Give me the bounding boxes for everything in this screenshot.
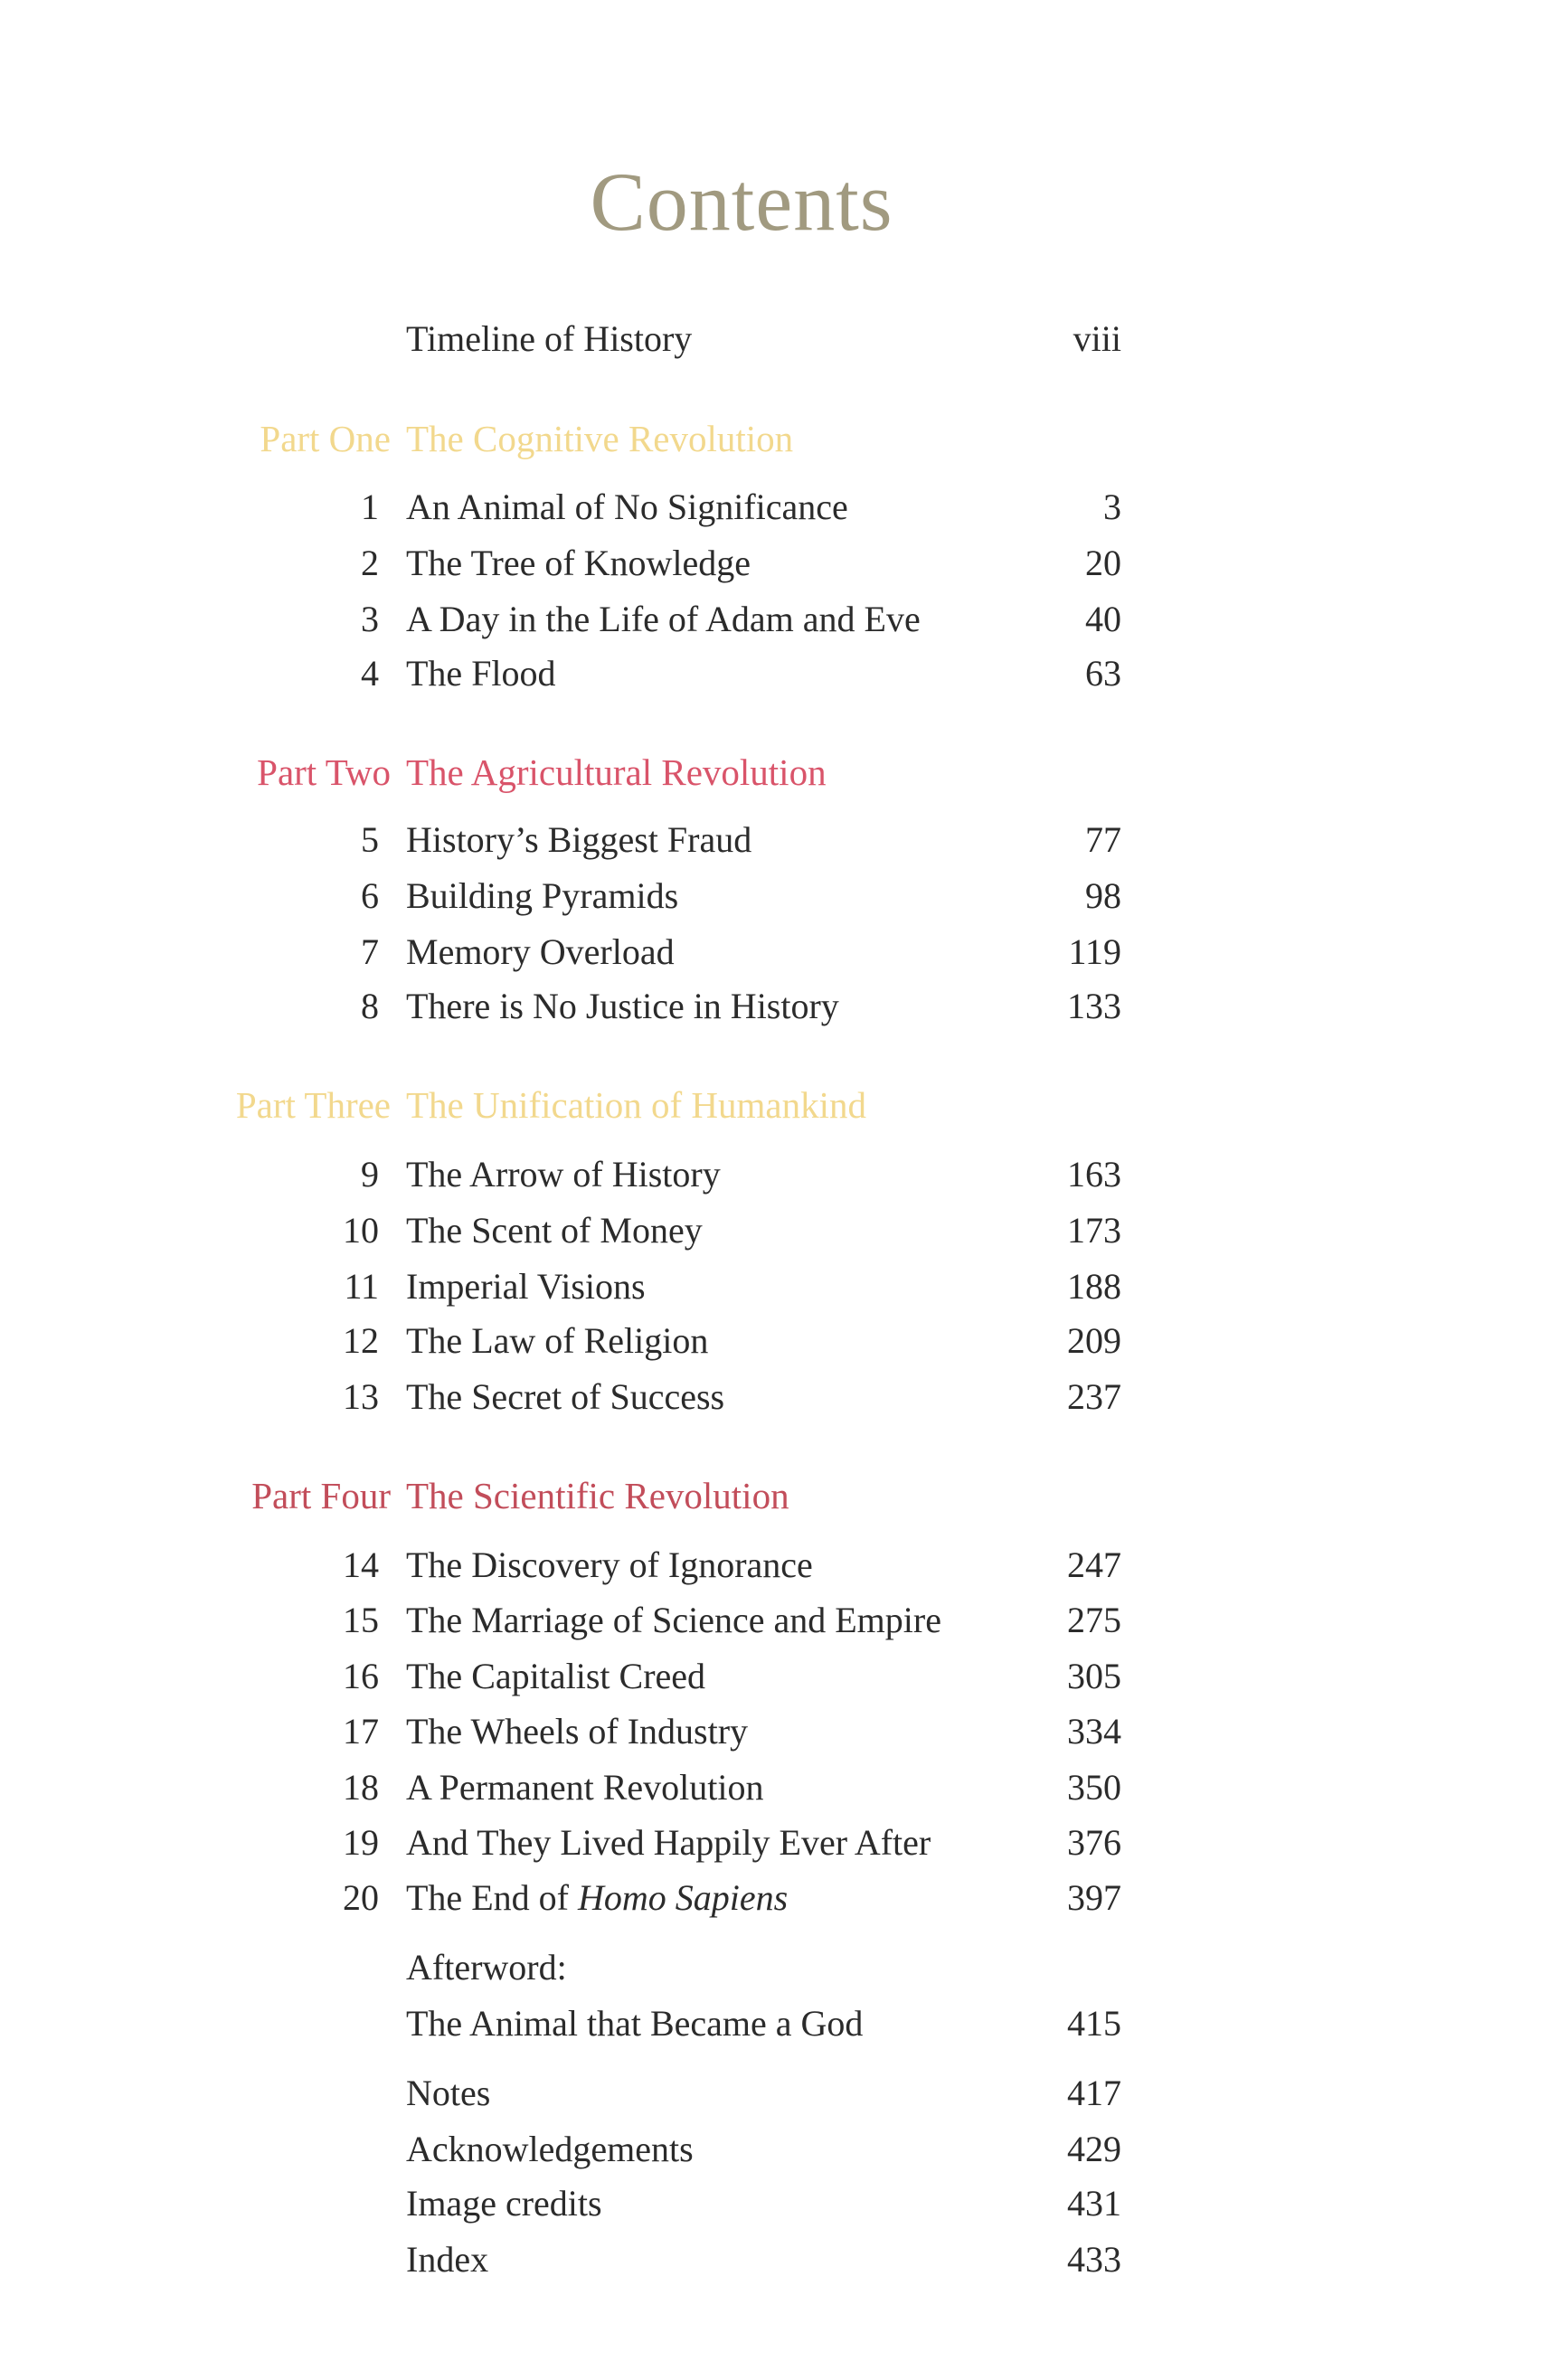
chapter-page: 119: [1068, 931, 1121, 972]
entry-page: viii: [1073, 318, 1121, 359]
toc-entry-index[interactable]: [0, 2237, 1550, 2282]
toc-entry-acknowledgements[interactable]: [0, 2127, 1550, 2172]
chapter-page: 376: [1067, 1822, 1121, 1863]
toc-entry[interactable]: [0, 1152, 1550, 1197]
toc-entry[interactable]: [0, 1318, 1550, 1364]
toc-entry[interactable]: [0, 1875, 1550, 1921]
toc-entry[interactable]: [0, 1598, 1550, 1643]
chapter-title: The Law of Religion: [406, 1320, 709, 1361]
toc-entry-notes[interactable]: [0, 2071, 1550, 2116]
toc-entry[interactable]: [0, 541, 1550, 586]
toc-entry[interactable]: [0, 1765, 1550, 1810]
chapter-title: The Secret of Success: [406, 1376, 725, 1417]
chapter-title: A Day in the Life of Adam and Eve: [406, 599, 921, 639]
chapter-number: 12: [343, 1320, 379, 1361]
chapter-title: The Tree of Knowledge: [406, 543, 751, 583]
entry-page: 417: [1067, 2073, 1121, 2113]
chapter-page: 209: [1067, 1320, 1121, 1361]
part-name: Part Three: [235, 1084, 391, 1126]
chapter-page: 188: [1067, 1266, 1121, 1307]
toc-entry[interactable]: [0, 485, 1550, 530]
chapter-page: 237: [1067, 1376, 1121, 1417]
toc-entry-image-credits[interactable]: [0, 2181, 1550, 2226]
chapter-page: 98: [1085, 875, 1121, 916]
chapter-number: 16: [343, 1656, 379, 1696]
entry-label: Afterword:: [406, 1947, 567, 1988]
afterword-heading: [0, 1945, 1550, 1990]
chapter-number: 5: [361, 819, 379, 860]
chapter-title: There is No Justice in History: [406, 986, 839, 1026]
chapter-number: 7: [361, 931, 379, 972]
toc-entry[interactable]: [0, 1264, 1550, 1309]
toc-entry[interactable]: [0, 1208, 1550, 1253]
chapter-title: [406, 1875, 788, 1921]
chapter-title: And They Lived Happily Ever After: [406, 1822, 931, 1863]
entry-page: 431: [1067, 2183, 1121, 2224]
chapter-number: 17: [343, 1711, 379, 1752]
entry-label: Acknowledgements: [406, 2129, 694, 2169]
chapter-title: The Flood: [406, 653, 556, 694]
chapter-page: 20: [1085, 543, 1121, 583]
chapter-page: 63: [1085, 653, 1121, 694]
chapter-number: 3: [361, 599, 379, 639]
part-name: Part Two: [257, 751, 391, 793]
chapter-number: 15: [343, 1600, 379, 1640]
part-title: The Scientific Revolution: [406, 1475, 789, 1516]
entry-label: The Animal that Became a God: [406, 2003, 864, 2044]
toc-entry[interactable]: [0, 1709, 1550, 1754]
toc-entry[interactable]: [0, 651, 1550, 696]
chapter-page: 334: [1067, 1711, 1121, 1752]
chapter-number: 13: [343, 1376, 379, 1417]
chapter-title: Imperial Visions: [406, 1266, 646, 1307]
chapter-title: The Marriage of Science and Empire: [406, 1600, 941, 1640]
chapter-page: 77: [1085, 819, 1121, 860]
toc-entry[interactable]: [0, 1374, 1550, 1420]
chapter-page: 247: [1067, 1544, 1121, 1585]
chapter-title-italic: Homo Sapiens: [577, 1877, 789, 1918]
part-title: The Cognitive Revolution: [406, 418, 794, 459]
chapter-title: An Animal of No Significance: [406, 486, 848, 527]
entry-label: Notes: [406, 2073, 491, 2113]
chapter-title: History’s Biggest Fraud: [406, 819, 752, 860]
chapter-title-prefix: The End of: [406, 1877, 578, 1918]
chapter-number: 19: [343, 1822, 379, 1863]
part-name: Part One: [260, 418, 391, 459]
chapter-title: The Scent of Money: [406, 1210, 703, 1251]
chapter-page: 173: [1067, 1210, 1121, 1251]
entry-label: Timeline of History: [406, 318, 693, 359]
chapter-number: 8: [361, 986, 379, 1026]
chapter-title: Building Pyramids: [406, 875, 679, 916]
entry-label: Index: [406, 2239, 489, 2280]
toc-entry[interactable]: [0, 1654, 1550, 1699]
page-title: Contents: [590, 156, 893, 248]
toc-entry[interactable]: [0, 1543, 1550, 1588]
chapter-title: A Permanent Revolution: [406, 1767, 764, 1808]
chapter-title: The Arrow of History: [406, 1154, 721, 1195]
chapter-page: 350: [1067, 1767, 1121, 1808]
chapter-title: The Discovery of Ignorance: [406, 1544, 813, 1585]
chapter-page: 163: [1067, 1154, 1121, 1195]
chapter-number: 14: [343, 1544, 379, 1585]
chapter-number: 4: [361, 653, 379, 694]
chapter-number: 11: [344, 1266, 379, 1307]
chapter-number: 6: [361, 875, 379, 916]
chapter-number: 9: [361, 1154, 379, 1195]
chapter-page: 133: [1067, 986, 1121, 1026]
chapter-page: 275: [1067, 1600, 1121, 1640]
chapter-number: 2: [361, 543, 379, 583]
chapter-title: Memory Overload: [406, 931, 675, 972]
chapter-page: 305: [1067, 1656, 1121, 1696]
entry-page: 415: [1067, 2003, 1121, 2044]
chapter-title: The Capitalist Creed: [406, 1656, 706, 1696]
toc-entry[interactable]: [0, 930, 1550, 975]
entry-label: Image credits: [406, 2183, 602, 2224]
chapter-page: 40: [1085, 599, 1121, 639]
part-title: The Unification of Humankind: [406, 1084, 866, 1126]
chapter-number: 1: [361, 486, 379, 527]
toc-entry-afterword[interactable]: [0, 2001, 1550, 2046]
chapter-number: 18: [343, 1767, 379, 1808]
chapter-number: 10: [343, 1210, 379, 1251]
toc-entry[interactable]: [0, 874, 1550, 919]
part-name: Part Four: [251, 1475, 391, 1516]
toc-entry[interactable]: [0, 984, 1550, 1029]
chapter-page: 397: [1067, 1877, 1121, 1918]
chapter-title: The Wheels of Industry: [406, 1711, 749, 1752]
chapter-page: 3: [1103, 486, 1121, 527]
chapter-number: 20: [343, 1877, 379, 1918]
entry-page: 429: [1067, 2129, 1121, 2169]
toc-entry-timeline[interactable]: [0, 316, 1550, 362]
toc-entry[interactable]: [0, 597, 1550, 642]
part-title: The Agricultural Revolution: [406, 751, 827, 793]
toc-entry[interactable]: [0, 817, 1550, 863]
toc-entry[interactable]: [0, 1820, 1550, 1865]
entry-page: 433: [1067, 2239, 1121, 2280]
